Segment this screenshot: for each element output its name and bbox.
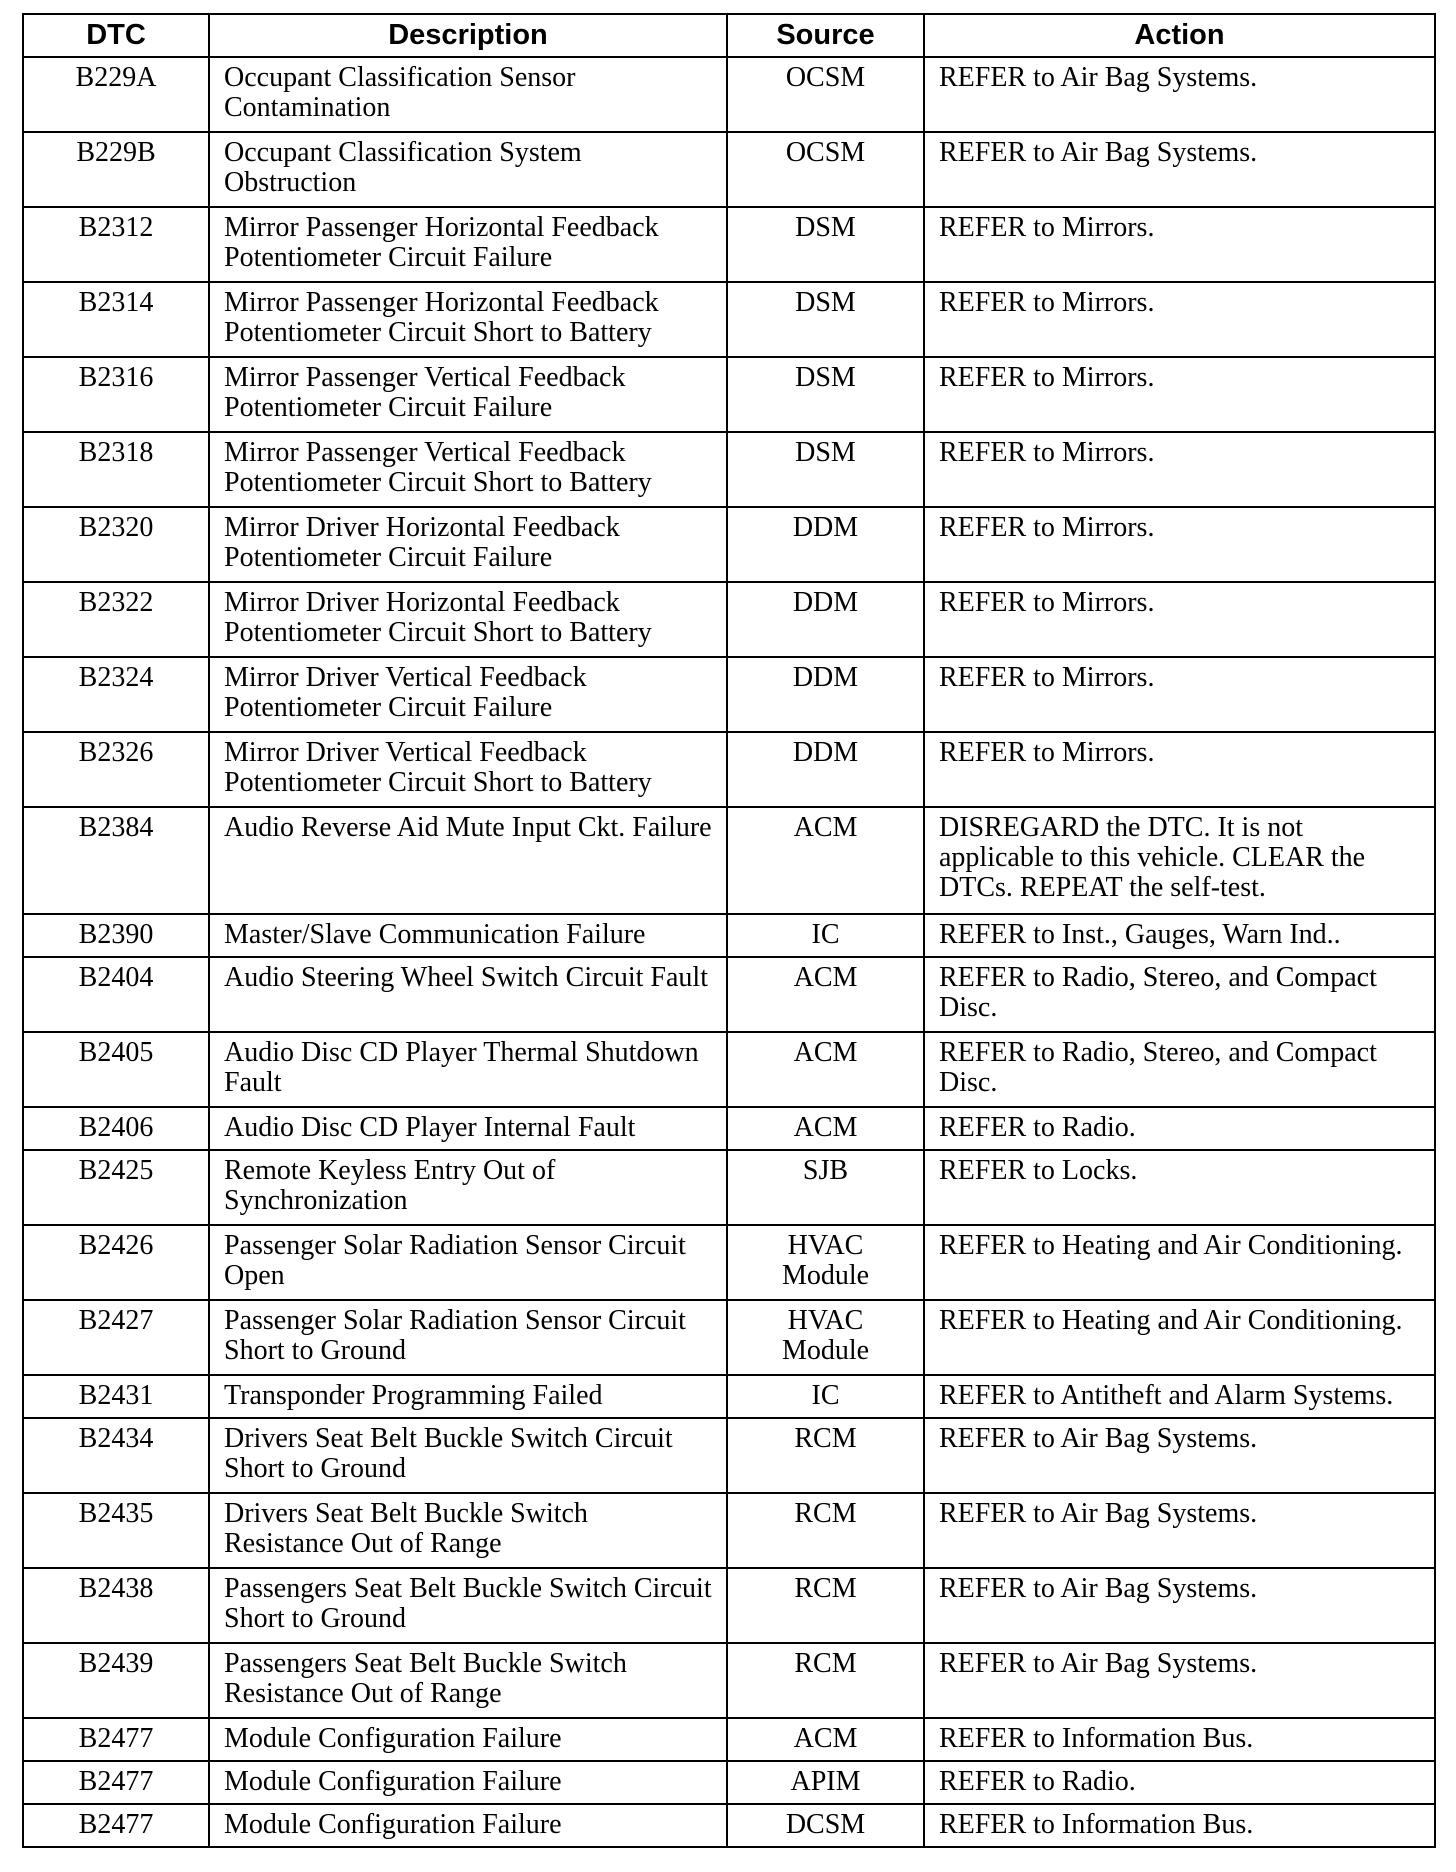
table-body [23,57,1435,1847]
dtc-code: B2312 [23,207,209,282]
dtc-code: B2477 [23,1718,209,1761]
dtc-action: REFER to Mirrors. [924,507,1435,582]
dtc-action: REFER to Mirrors. [924,357,1435,432]
dtc-source: DDM [727,507,924,582]
dtc-code: B2404 [23,957,209,1032]
dtc-description: Mirror Driver Vertical Feedback Potentiometer Circuit Failure [209,657,727,732]
dtc-description: Remote Keyless Entry Out of Synchronization [209,1150,727,1225]
dtc-code: B2435 [23,1493,209,1568]
dtc-source: DSM [727,207,924,282]
table-row [23,132,1435,207]
dtc-code: B2426 [23,1225,209,1300]
dtc-code: B2477 [23,1804,209,1847]
dtc-code: B2390 [23,914,209,957]
dtc-source: DDM [727,732,924,807]
dtc-action: REFER to Radio. [924,1761,1435,1804]
dtc-action: REFER to Mirrors. [924,732,1435,807]
dtc-source: IC [727,914,924,957]
dtc-code: B2326 [23,732,209,807]
table-row [23,1568,1435,1643]
dtc-source: ACM [727,1032,924,1107]
dtc-description: Passenger Solar Radiation Sensor Circuit Open [209,1225,727,1300]
dtc-description: Mirror Driver Horizontal Feedback Potentiometer Circuit Failure [209,507,727,582]
dtc-action: REFER to Mirrors. [924,582,1435,657]
dtc-code: B2320 [23,507,209,582]
dtc-action: REFER to Antitheft and Alarm Systems. [924,1375,1435,1418]
dtc-action: REFER to Heating and Air Conditioning. [924,1300,1435,1375]
header-source: Source [727,14,924,57]
dtc-code: B229B [23,132,209,207]
dtc-source: RCM [727,1643,924,1718]
dtc-action: REFER to Air Bag Systems. [924,1493,1435,1568]
dtc-description: Transponder Programming Failed [209,1375,727,1418]
dtc-action: REFER to Air Bag Systems. [924,57,1435,132]
dtc-action: REFER to Radio, Stereo, and Compact Disc. [924,1032,1435,1107]
dtc-description: Module Configuration Failure [209,1718,727,1761]
dtc-description: Mirror Driver Vertical Feedback Potentiometer Circuit Short to Battery [209,732,727,807]
dtc-source: IC [727,1375,924,1418]
dtc-source: ACM [727,807,924,914]
dtc-action: DISREGARD the DTC. It is not applicable to this vehicle. CLEAR the DTCs. REPEAT the self-test. [924,807,1435,914]
dtc-code: B2405 [23,1032,209,1107]
header-description: Description [209,14,727,57]
table-row [23,432,1435,507]
dtc-action: REFER to Mirrors. [924,657,1435,732]
table-row [23,1150,1435,1225]
table-row [23,1761,1435,1804]
table-row [23,57,1435,132]
dtc-source: ACM [727,1718,924,1761]
dtc-source: APIM [727,1761,924,1804]
dtc-description: Module Configuration Failure [209,1761,727,1804]
dtc-action: REFER to Air Bag Systems. [924,1418,1435,1493]
dtc-action: REFER to Locks. [924,1150,1435,1225]
dtc-description: Passengers Seat Belt Buckle Switch Circuit Short to Ground [209,1568,727,1643]
dtc-source: OCSM [727,57,924,132]
dtc-description: Audio Reverse Aid Mute Input Ckt. Failure [209,807,727,914]
dtc-description: Passengers Seat Belt Buckle Switch Resistance Out of Range [209,1643,727,1718]
dtc-code: B2384 [23,807,209,914]
dtc-description: Mirror Passenger Vertical Feedback Potentiometer Circuit Failure [209,357,727,432]
table-row [23,1804,1435,1847]
dtc-description: Occupant Classification System Obstruction [209,132,727,207]
dtc-source: DSM [727,357,924,432]
dtc-description: Audio Disc CD Player Internal Fault [209,1107,727,1150]
dtc-description: Mirror Passenger Horizontal Feedback Potentiometer Circuit Failure [209,207,727,282]
dtc-action: REFER to Mirrors. [924,432,1435,507]
dtc-code: B2434 [23,1418,209,1493]
dtc-source: HVAC Module [727,1300,924,1375]
dtc-source: ACM [727,1107,924,1150]
dtc-action: REFER to Air Bag Systems. [924,132,1435,207]
dtc-code: B2477 [23,1761,209,1804]
table-row [23,507,1435,582]
table-row [23,1225,1435,1300]
table-row [23,207,1435,282]
header-dtc: DTC [23,14,209,57]
table-row [23,1643,1435,1718]
dtc-code: B2406 [23,1107,209,1150]
dtc-code: B2427 [23,1300,209,1375]
dtc-description: Mirror Passenger Vertical Feedback Potentiometer Circuit Short to Battery [209,432,727,507]
dtc-code: B229A [23,57,209,132]
dtc-code: B2438 [23,1568,209,1643]
dtc-description: Mirror Passenger Horizontal Feedback Potentiometer Circuit Short to Battery [209,282,727,357]
dtc-action: REFER to Information Bus. [924,1718,1435,1761]
table-row [23,657,1435,732]
dtc-action: REFER to Air Bag Systems. [924,1568,1435,1643]
dtc-description: Master/Slave Communication Failure [209,914,727,957]
dtc-description: Module Configuration Failure [209,1804,727,1847]
dtc-code: B2318 [23,432,209,507]
dtc-description: Audio Steering Wheel Switch Circuit Fault [209,957,727,1032]
dtc-code: B2324 [23,657,209,732]
table-row [23,582,1435,657]
dtc-source: DDM [727,582,924,657]
table-row [23,1493,1435,1568]
dtc-description: Occupant Classification Sensor Contamination [209,57,727,132]
header-action: Action [924,14,1435,57]
table-row [23,1300,1435,1375]
dtc-action: REFER to Information Bus. [924,1804,1435,1847]
dtc-source: DCSM [727,1804,924,1847]
dtc-action: REFER to Inst., Gauges, Warn Ind.. [924,914,1435,957]
dtc-source: SJB [727,1150,924,1225]
table-row [23,282,1435,357]
table-row [23,914,1435,957]
dtc-source: OCSM [727,132,924,207]
dtc-source: DDM [727,657,924,732]
dtc-code: B2316 [23,357,209,432]
dtc-description: Drivers Seat Belt Buckle Switch Circuit Short to Ground [209,1418,727,1493]
table-row [23,957,1435,1032]
dtc-table [22,13,1436,1848]
table-row [23,732,1435,807]
dtc-code: B2314 [23,282,209,357]
table-row [23,1032,1435,1107]
dtc-source: ACM [727,957,924,1032]
dtc-description: Drivers Seat Belt Buckle Switch Resistance Out of Range [209,1493,727,1568]
table-row [23,1718,1435,1761]
table-row [23,1107,1435,1150]
dtc-source: DSM [727,432,924,507]
dtc-description: Mirror Driver Horizontal Feedback Potentiometer Circuit Short to Battery [209,582,727,657]
table-row [23,1375,1435,1418]
dtc-action: REFER to Radio, Stereo, and Compact Disc. [924,957,1435,1032]
dtc-description: Audio Disc CD Player Thermal Shutdown Fault [209,1032,727,1107]
dtc-source: RCM [727,1418,924,1493]
dtc-action: REFER to Radio. [924,1107,1435,1150]
table-header [23,14,1435,57]
dtc-description: Passenger Solar Radiation Sensor Circuit Short to Ground [209,1300,727,1375]
dtc-source: RCM [727,1493,924,1568]
dtc-action: REFER to Heating and Air Conditioning. [924,1225,1435,1300]
dtc-action: REFER to Mirrors. [924,282,1435,357]
table-row [23,807,1435,914]
dtc-code: B2425 [23,1150,209,1225]
dtc-source: DSM [727,282,924,357]
dtc-code: B2431 [23,1375,209,1418]
table-row [23,1418,1435,1493]
table-row [23,357,1435,432]
dtc-source: HVAC Module [727,1225,924,1300]
dtc-action: REFER to Mirrors. [924,207,1435,282]
dtc-source: RCM [727,1568,924,1643]
dtc-code: B2322 [23,582,209,657]
header-row [23,14,1435,57]
dtc-action: REFER to Air Bag Systems. [924,1643,1435,1718]
dtc-code: B2439 [23,1643,209,1718]
